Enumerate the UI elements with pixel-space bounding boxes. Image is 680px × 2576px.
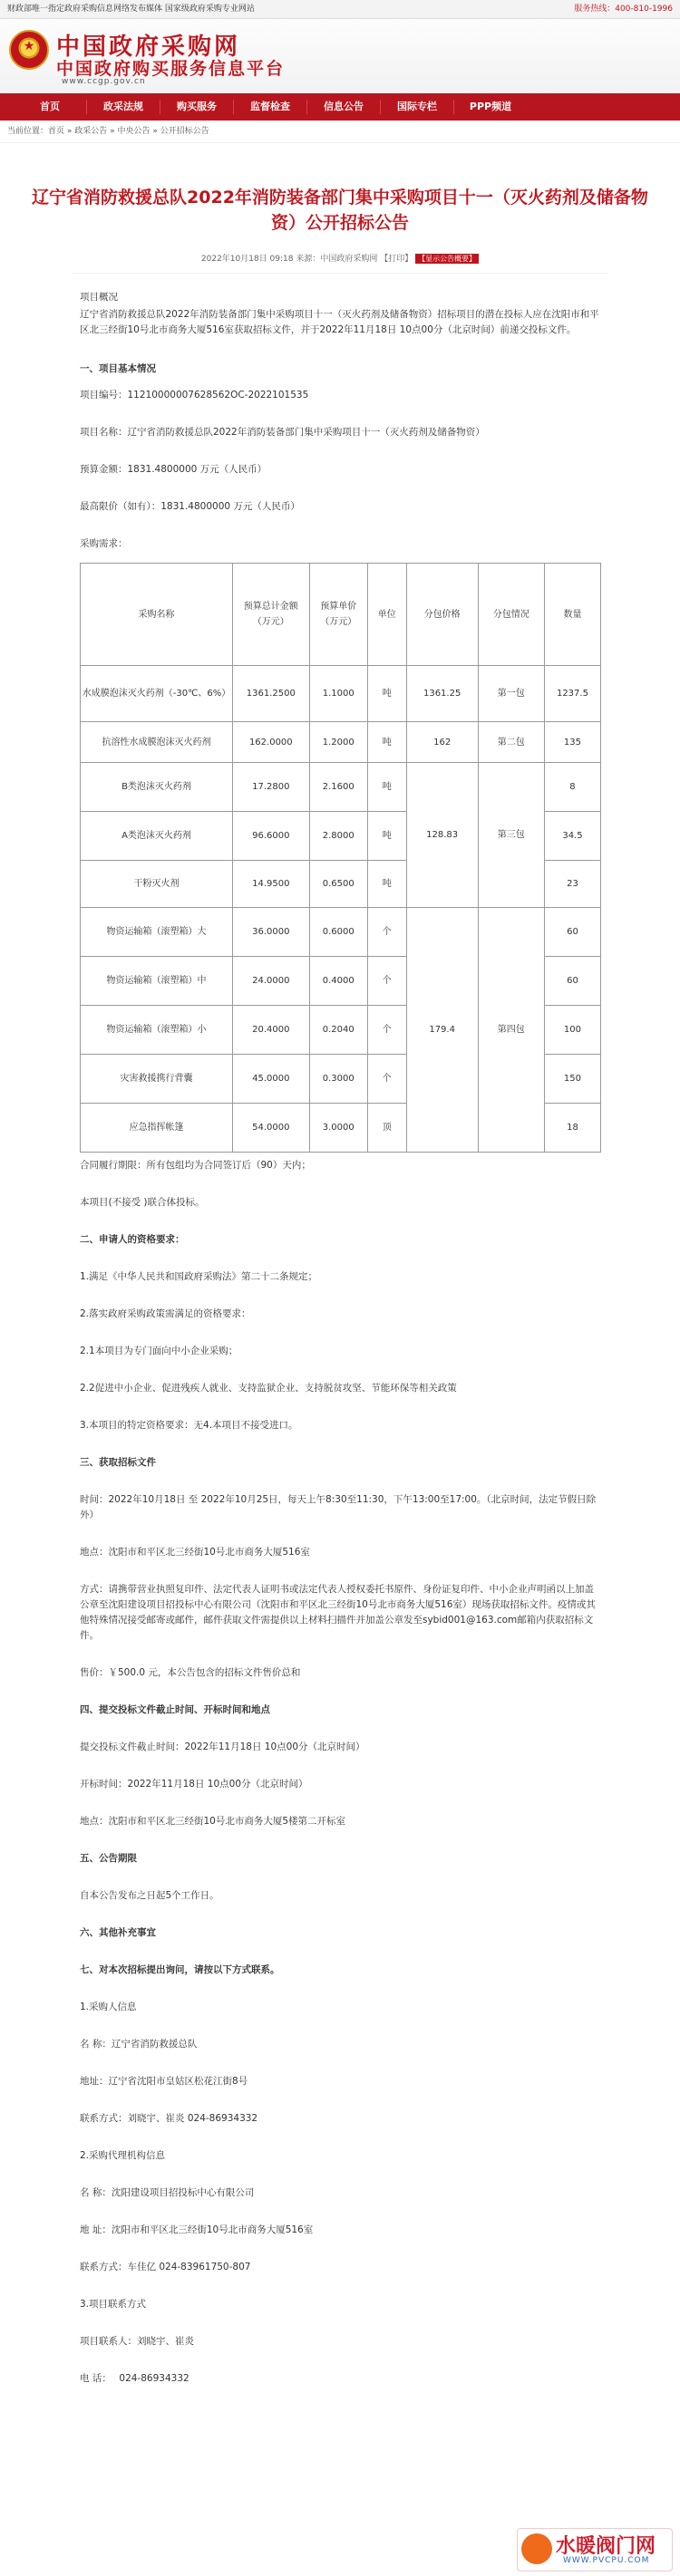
bid-deadline: 提交投标文件截止时间：2022年11月18日 10点00分（北京时间） [80, 1741, 365, 1752]
section-heading: 五、公告期限 [80, 1853, 137, 1864]
purchaser-name: 名 称：辽宁省消防救援总队 [80, 2039, 198, 2050]
table-cell: 0.2040 [309, 1006, 367, 1055]
overview-text: 辽宁省消防救援总队2022年消防装备部门集中采购项目十一（灭火药剂及储备物资）招标项目的潜在投标人应在沈阳市和平区北三经街10号北市商务大厦516室获取招标文件，并于2022年11月18日 10点00分（北京时间）前递交投标文件。 [80, 309, 599, 335]
page-title: 辽宁省消防救援总队2022年消防装备部门集中采购项目十一（灭火药剂及储备物资）公开招标公告 [32, 188, 648, 233]
table-cell: B类泡沫灭火药剂 [81, 763, 233, 812]
table-cell: 吨 [367, 861, 406, 908]
breadcrumb-open-tender[interactable]: 公开招标公告 [160, 127, 209, 136]
table-cell: 第四包 [478, 908, 544, 1153]
table-cell: 0.6500 [309, 861, 367, 908]
site-logo-subtitle: 中国政府购买服务信息平台 [56, 59, 286, 79]
table-cell: 个 [367, 957, 406, 1006]
article-meta [0, 252, 680, 264]
table-cell: 吨 [367, 763, 406, 812]
notice-period: 自本公告发布之日起5个工作日。 [80, 1890, 219, 1901]
nav-international[interactable]: 国际专栏 [397, 101, 437, 112]
table-cell: 1.1000 [309, 666, 367, 722]
table-cell: 45.0000 [233, 1055, 310, 1104]
site-watermark [517, 2528, 673, 2571]
table-cell: 1237.5 [544, 666, 600, 722]
qualification-item: 2.1本项目为专门面向中小企业采购； [80, 1346, 238, 1356]
table-cell: 应急指挥帐篷 [81, 1104, 233, 1153]
section-heading: 六、其他补充事宜 [80, 1927, 156, 1938]
table-cell: 物资运输箱（滚塑箱）中 [81, 957, 233, 1006]
table-cell: 物资运输箱（滚塑箱）大 [81, 908, 233, 957]
purchaser-contact: 联系方式：刘晓宇、崔炎 024-86934332 [80, 2113, 258, 2124]
table-cell: 162 [406, 722, 478, 763]
table-header: 采购名称 [81, 564, 233, 666]
article-body [80, 290, 600, 2387]
table-row [81, 908, 601, 957]
breadcrumb-central[interactable]: 中央公告 [117, 127, 151, 136]
budget-amount: 预算金额：1831.4800000 万元（人民币） [80, 464, 267, 475]
section-heading: 三、获取招标文件 [80, 1457, 156, 1468]
section-heading: 四、提交投标文件截止时间、开标时间和地点 [80, 1704, 270, 1715]
table-cell: 吨 [367, 666, 406, 722]
agency-contact: 联系方式：车佳亿 024-83961750-807 [80, 2262, 251, 2272]
table-cell: 8 [544, 763, 600, 812]
project-contact-phone: 电 话： 024-86934332 [80, 2373, 189, 2384]
table-header: 单位 [367, 564, 406, 666]
agency-name: 名 称：沈阳建设项目招投标中心有限公司 [80, 2187, 255, 2198]
table-cell: 18 [544, 1104, 600, 1153]
project-name: 项目名称：辽宁省消防救援总队2022年消防装备部门集中采购项目十一（灭火药剂及储备物资） [80, 427, 485, 438]
table-cell: 60 [544, 957, 600, 1006]
table-cell: 吨 [367, 812, 406, 861]
breadcrumb-separator: » [107, 127, 118, 136]
show-summary-button[interactable]: 【显示公告概要】 [415, 254, 479, 264]
table-cell: 第二包 [478, 722, 544, 763]
qualification-item: 2.落实政府采购政策需满足的资格要求： [80, 1308, 251, 1319]
service-hotline: 服务热线：400-810-1996 [574, 5, 673, 14]
table-header: 预算单价 （万元） [309, 564, 367, 666]
top-info-bar [0, 0, 680, 19]
national-emblem-icon [9, 30, 49, 70]
table-cell: 2.1600 [309, 763, 367, 812]
breadcrumb-separator: » [150, 127, 160, 136]
requirements-label: 采购需求： [80, 538, 128, 549]
table-cell: 第一包 [478, 666, 544, 722]
table-cell: 0.6000 [309, 908, 367, 957]
table-cell: 17.2800 [233, 763, 310, 812]
table-cell: 灾害救援携行背囊 [81, 1055, 233, 1104]
agency-address: 地 址：沈阳市和平区北三经街10号北市商务大厦516室 [80, 2224, 314, 2235]
section-heading: 二、申请人的资格要求： [80, 1234, 185, 1245]
table-header: 预算总计金额 （万元） [233, 564, 310, 666]
site-url: www.ccgp.gov.cn [62, 77, 146, 86]
breadcrumb-prefix: 当前位置： [7, 127, 49, 136]
nav-home[interactable]: 首页 [40, 101, 60, 112]
table-cell: 抗溶性水成膜泡沫灭火药剂 [81, 722, 233, 763]
consortium-note: 本项目(不接受 )联合体投标。 [80, 1197, 205, 1208]
table-cell: A类泡沫灭火药剂 [81, 812, 233, 861]
table-cell: 24.0000 [233, 957, 310, 1006]
nav-supervision[interactable]: 监督检查 [250, 101, 290, 112]
table-cell: 162.0000 [233, 722, 310, 763]
nav-ppp[interactable]: PPP频道 [469, 101, 512, 112]
watermark-url: WWW.PVCPU.COM [563, 2556, 650, 2565]
table-cell: 23 [544, 861, 600, 908]
requirements-table [80, 563, 601, 1153]
project-number: 项目编号：11210000007628562OC-2022101535 [80, 390, 309, 400]
table-cell: 第三包 [478, 763, 544, 908]
nav-purchase-services[interactable]: 购买服务 [177, 101, 217, 112]
section-heading: 七、对本次招标提出询问，请按以下方式联系。 [80, 1964, 280, 1975]
table-row [81, 722, 601, 763]
table-cell: 0.4000 [309, 957, 367, 1006]
table-cell: 水成膜泡沫灭火药剂（-30℃、6%） [81, 666, 233, 722]
table-cell: 128.83 [406, 763, 478, 908]
table-cell: 3.0000 [309, 1104, 367, 1153]
breadcrumb [0, 121, 680, 143]
table-cell: 个 [367, 1006, 406, 1055]
article-meta-text: 2022年10月18日 09:18 来源：中国政府采购网 【打印】 [200, 255, 413, 264]
main-nav [0, 93, 680, 121]
breadcrumb-separator: » [64, 127, 75, 136]
document-method: 方式：请携带营业执照复印件、法定代表人证明书或法定代表人授权委托书原件、身份证复印件、中小企业声明函以上加盖公章至沈阳建设项目招投标中心有限公司（沈阳市和平区北三经街10号北市商务大厦516室）现场获取招标文件。疫情或其他特殊情况接受邮寄或邮件，邮件获取文件需提供以上材料扫描件并加盖公章发至sybid001@163.com邮箱内获取招标文件。 [80, 1584, 596, 1641]
table-cell: 34.5 [544, 812, 600, 861]
document-place: 地点：沈阳市和平区北三经街10号北市商务大厦516室 [80, 1547, 310, 1558]
table-cell: 吨 [367, 722, 406, 763]
document-price: 售价：￥500.0 元，本公告包含的招标文件售价总和 [80, 1667, 301, 1678]
table-cell: 个 [367, 1055, 406, 1104]
table-cell: 14.9500 [233, 861, 310, 908]
contact-subheading: 1.采购人信息 [80, 2002, 137, 2012]
watermark-logo-icon [521, 2533, 552, 2564]
table-cell: 150 [544, 1055, 600, 1104]
contact-subheading: 3.项目联系方式 [80, 2299, 147, 2310]
table-cell: 36.0000 [233, 908, 310, 957]
site-header [0, 19, 680, 93]
contact-subheading: 2.采购代理机构信息 [80, 2150, 166, 2161]
section-heading: 一、项目基本情况 [80, 363, 156, 374]
bid-opening-time: 开标时间：2022年11月18日 10点00分（北京时间） [80, 1779, 308, 1790]
table-cell: 干粉灭火剂 [81, 861, 233, 908]
max-price: 最高限价（如有）：1831.4800000 万元（人民币） [80, 501, 300, 512]
table-cell: 20.4000 [233, 1006, 310, 1055]
divider [73, 273, 607, 274]
nav-regulations[interactable]: 政采法规 [103, 101, 143, 112]
breadcrumb-home[interactable]: 首页 [48, 127, 65, 136]
table-cell: 0.3000 [309, 1055, 367, 1104]
table-cell: 个 [367, 908, 406, 957]
purchaser-address: 地址：辽宁省沈阳市皇姑区松花江街8号 [80, 2076, 248, 2087]
table-cell: 60 [544, 908, 600, 957]
project-contact-person: 项目联系人：刘晓宇、崔炎 [80, 2336, 194, 2347]
qualification-item: 2.2促进中小企业、促进残疾人就业、支持监狱企业、支持脱贫攻坚、节能环保等相关政策 [80, 1383, 457, 1394]
table-cell: 1361.2500 [233, 666, 310, 722]
qualification-item: 1.满足《中华人民共和国政府采购法》第二十二条规定； [80, 1271, 318, 1282]
site-logo-title[interactable]: 中国政府采购网 [56, 34, 241, 61]
table-cell: 1361.25 [406, 666, 478, 722]
qualification-item: 3.本项目的特定资格要求：无4.本项目不接受进口。 [80, 1420, 298, 1431]
table-cell: 54.0000 [233, 1104, 310, 1153]
nav-announcements[interactable]: 信息公告 [324, 101, 364, 112]
bid-opening-place: 地点：沈阳市和平区北三经街10号北市商务大厦5楼第二开标室 [80, 1816, 346, 1827]
table-cell: 2.8000 [309, 812, 367, 861]
table-cell: 100 [544, 1006, 600, 1055]
watermark-text: 水暖阀门网 [556, 2535, 656, 2558]
table-cell: 1.2000 [309, 722, 367, 763]
table-cell: 96.6000 [233, 812, 310, 861]
table-header: 数量 [544, 564, 600, 666]
site-slogan: 财政部唯一指定政府采购信息网络发布媒体 国家级政府采购专业网站 [7, 5, 255, 14]
table-row [81, 666, 601, 722]
breadcrumb-announcements[interactable]: 政采公告 [74, 127, 108, 136]
table-cell: 135 [544, 722, 600, 763]
table-cell: 物资运输箱（滚塑箱）小 [81, 1006, 233, 1055]
document-time: 时间：2022年10月18日 至 2022年10月25日，每天上午8:30至11:30，下午13:00至17:00。（北京时间，法定节假日除外） [80, 1494, 597, 1520]
table-row [81, 763, 601, 812]
table-header: 分包价格 [406, 564, 478, 666]
overview-heading: 项目概况 [80, 292, 118, 303]
table-header: 分包情况 [478, 564, 544, 666]
table-cell: 179.4 [406, 908, 478, 1153]
contract-term: 合同履行期限：所有包组均为合同签订后（90）天内； [80, 1160, 311, 1171]
table-cell: 顶 [367, 1104, 406, 1153]
